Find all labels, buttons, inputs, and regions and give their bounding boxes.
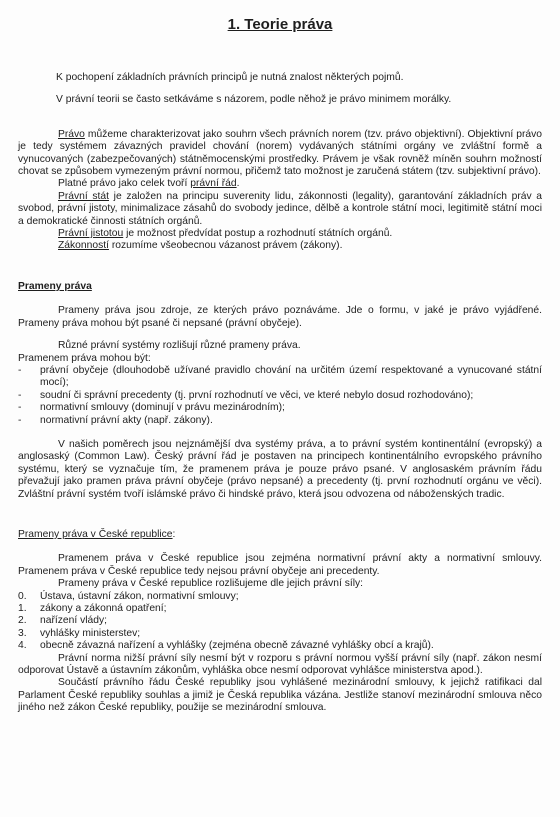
term-pravo: Právo [58,128,85,140]
sources-list-intro: Pramenem práva mohou být: [18,352,151,364]
list-item: 3. vyhlášky ministerstev; [18,627,141,639]
cr-paragraph-3: Součástí právního řádu České republiky jsou vyhlášené mezinárodní smlouvy, k jejichž ratifikaci dal Parlament České republiky souhlas a jimiž je Česká republika vázána. Jestliže stanoví mezinárodní smlouva něco jiného než zákon České republiky, použije se mezinárodní smlouva. [18,677,542,714]
term-zakonnost: Zákonností [58,240,109,252]
list-item: - právní obyčeje (dlouhodobě užívané pravidlo chování na určitém území respektované a vynucované státní mocí); [18,365,542,390]
definition-zakonnost: Zákonností rozumíme všeobecnou vázanost právem (zákony). [58,240,343,252]
list-item: 2. nařízení vlády; [18,615,107,627]
term-pravni-rad: právní řád [190,178,237,190]
definition-pravni-jistota: Právní jistotou je možnost předvídat postup a rozhodnutí státních orgánů. [58,228,393,240]
term-pravni-jistota: Právní jistotou [58,228,124,240]
section-heading-prameny: Prameny práva [18,280,92,292]
definition-pravni-stat: Právní stát je založen na principu suverenity lidu, zákonnosti (legality), garantování základních práv a svobod, právní jistoty, minimalizace zásahů do svobody jedince, dělbě a kontrole státní moci, legitimitě státní moci a demokratické činnosti státních orgánů. [18,190,542,227]
definition-pravo: Právo můžeme charakterizovat jako souhrn všech právních norem (tzv. právo objektivní). Objektivní právo je tedy systémem závazných pravidel chování (norem) vydávaných státními orgány ve zvláštní formě a vynucovaných (zabezpečovaných) státněmocenskými prostředky. Právem je však rovněž míněn souhrn možností chovat se způsobem vymezeným právní normou, přičemž tato možnost je zaručená státem (tzv. subjektivní právo). [18,128,542,178]
sources-paragraph-2: Různé právní systémy rozlišují různé prameny práva. [58,340,301,352]
intro-paragraph-1: K pochopení základních právních principů je nutná znalost některých pojmů. [56,72,404,83]
list-item: 1. zákony a zákonná opatření; [18,603,167,614]
cr-paragraph-1: Pramenem práva v České republice jsou zejména normativní právní akty a normativní smlouvy. Pramenem práva v České republice tedy nejsou právní obyčeje ani precedenty. [18,553,542,577]
cr-paragraph-2: Právní norma nižší právní síly nesmí být v rozporu s právní normou vyšší právní síly (např. zákon nesmí odporovat Ústavě a ústavním zákonům, vyhláška obce nesmí odporovat vyhlášce ministerstva apod.). [18,652,542,677]
list-item: 0. Ústava, ústavní zákon, normativní smlouvy; [18,590,239,602]
intro-paragraph-2: V právní teorii se často setkáváme s názorem, podle něhož je právo minimem morálky. [56,94,452,106]
sources-paragraph-3: V našich poměrech jsou nejznámější dva systémy práva, a to právní systém kontinentální (evropský) a anglosaský (Common Law). Český právní řád je postaven na principech kontinentálního evropského právního systému, který se vyznačuje tím, že pramenem práva je pouze právo psané. V anglosaském právním řádu převažují jako pramen práva právní obyčeje (právo nepsané) a precedenty (tj. první rozhodnutí orgánu ve věci). Zvláštní právní systém tvoří islámské právo či hindské právo, která jsou odvozena od náboženských tradic. [18,438,542,500]
list-item: 4. obecně závazná nařízení a vyhlášky (zejména obecně závazné vyhlášky obcí a krajů). [18,640,434,652]
list-item: - normativní smlouvy (dominují v právu mezinárodním); [18,402,542,414]
definition-pravni-rad: Platné právo jako celek tvoří právní řád. [58,178,240,190]
section-heading-cr: Prameny práva v České republice: [18,528,176,540]
list-item: - normativní právní akty (např. zákony). [18,415,542,427]
cr-list-intro: Prameny práva v České republice rozlišujeme dle jejich právní síly: [58,578,364,590]
sources-paragraph-1: Prameny práva jsou zdroje, ze kterých právo poznáváme. Jde o formu, v jaké je právo vyjádřené. Prameny práva mohou být psané či nepsané (právní obyčeje). [18,305,542,329]
term-pravni-stat: Právní stát [58,190,110,202]
list-item: - soudní či správní precedenty (tj. první rozhodnutí ve věci, ve které nebylo dosud rozhodováno); [18,390,542,402]
cr-hierarchy-list [18,591,542,653]
page-title: 1. Teorie práva [227,16,333,33]
sources-list [18,365,542,427]
